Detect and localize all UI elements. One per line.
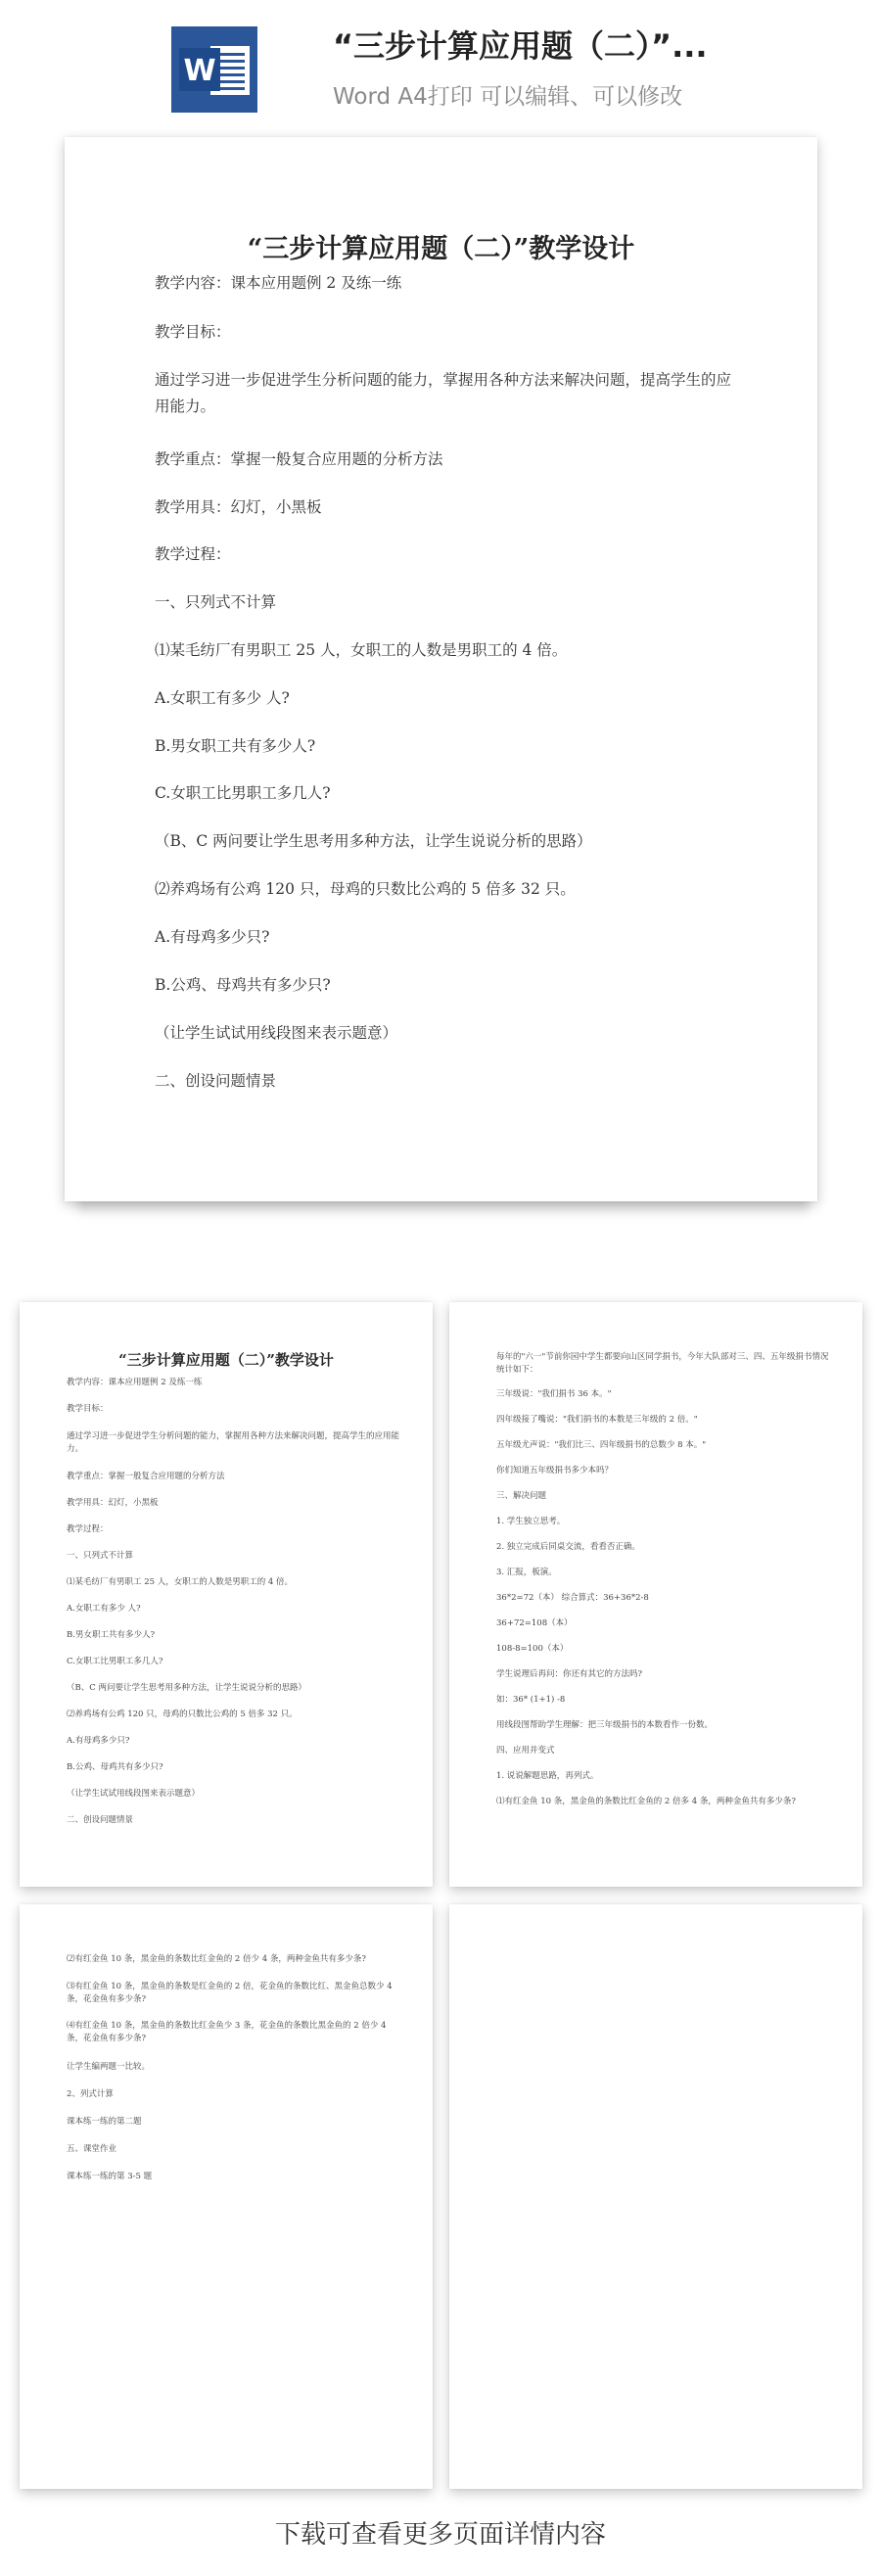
thumbnail-line: B.公鸡、母鸡共有多少只? <box>67 1762 163 1772</box>
document-title: “三步计算应用题（二）”教学设计 <box>247 234 635 264</box>
thumbnail-line: 如：36* (1+1) -8 <box>496 1695 566 1705</box>
paragraph: 一、只列式不计算 <box>155 593 277 611</box>
thumbnail-line: A.有母鸡多少只? <box>67 1736 130 1746</box>
thumbnail-line: 1. 学生独立思考。 <box>496 1517 566 1526</box>
paragraph: C.女职工比男职工多几人? <box>155 784 331 802</box>
thumbnail-line: 一、只列式不计算 <box>67 1551 134 1561</box>
thumbnail-line: 让学生编两题一比较。 <box>67 2062 151 2072</box>
thumbnail-title: “三步计算应用题（二）”教学设计 <box>118 1351 334 1369</box>
thumbnail-line: 四年级接了嘴说："我们捐书的本数是三年级的 2 倍。" <box>496 1415 698 1425</box>
thumbnail-line: B.男女职工共有多少人? <box>67 1630 156 1640</box>
thumbnail-line: ⑵养鸡场有公鸡 120 只，母鸡的只数比公鸡的 5 倍多 32 只。 <box>67 1710 298 1719</box>
thumbnail-line: 你们知道五年级捐书多少本吗？ <box>496 1466 614 1475</box>
download-more-link[interactable]: 下载可查看更多页面详情内容 <box>274 2520 606 2550</box>
thumbnail-line: 3. 汇报，板演。 <box>496 1568 557 1577</box>
thumbnail-line: 课本练一练的第二题 <box>67 2117 142 2127</box>
thumbnail-line: 三年级说："我们捐书 36 本。" <box>496 1389 612 1399</box>
thumbnail-line: 2、列式计算 <box>67 2089 114 2099</box>
thumbnail-line: 用线段图帮助学生理解：把三年级捐书的本数看作一份数。 <box>496 1720 714 1730</box>
thumbnail-line: 每年的"六一"节前你园中学生都要向山区同学捐书，今年大队部对三、四、五年级捐书情况统计如下： <box>496 1352 829 1375</box>
thumbnail-line: 36*2=72（本） 综合算式：36+36*2-8 <box>496 1593 649 1603</box>
paragraph: ⑴某毛纺厂有男职工 25 人，女职工的人数是男职工的 4 倍。 <box>155 641 568 659</box>
header <box>0 0 881 127</box>
thumbnail-line: C.女职工比男职工多几人? <box>67 1657 163 1666</box>
thumbnail-line: ⑷有红金鱼 10 条，黑金鱼的条数比红金鱼少 3 条，花金鱼的条数比黑金鱼的 2 倍少 4 条，花金鱼有多少条? <box>67 2021 387 2043</box>
thumbnail-line: ⑵有红金鱼 10 条，黑金鱼的条数比红金鱼的 2 倍少 4 条，两种金鱼共有多少条? <box>67 1954 366 1964</box>
thumbnail-line: 五年级尤声说："我们比三、四年级捐书的总数少 8 本。" <box>496 1440 707 1450</box>
thumbnail-page-4[interactable] <box>449 1904 862 2489</box>
thumbnail-line: 108-8=100（本） <box>496 1644 569 1654</box>
paragraph: B.公鸡、母鸡共有多少只? <box>155 976 331 994</box>
thumbnail-line: 36+72=108（本） <box>496 1618 573 1628</box>
thumbnail-line: ⑴有红金鱼 10 条，黑金鱼的条数比红金鱼的 2 倍多 4 条，两种金鱼共有多少条? <box>496 1797 796 1806</box>
thumbnail-line: 学生说理后再问：你还有其它的方法吗? <box>496 1669 643 1679</box>
thumbnail-line: A.女职工有多少 人? <box>67 1604 141 1614</box>
thumbnail-line: ⑶有红金鱼 10 条，黑金鱼的条数是红金鱼的 2 倍，花金鱼的条数比红、黑金鱼总数少 4 条，花金鱼有多少条? <box>67 1982 393 2004</box>
thumbnail-line: （让学生试试用线段图来表示题意） <box>67 1789 201 1799</box>
thumbnail-line: 教学用具：幻灯，小黑板 <box>67 1498 159 1508</box>
paragraph: （让学生试试用线段图来表示题意） <box>155 1024 398 1042</box>
paragraph: 教学用具：幻灯，小黑板 <box>155 498 322 516</box>
paragraph: 教学过程： <box>155 545 231 563</box>
thumbnail-line: 二、创设问题情景 <box>67 1815 134 1825</box>
paragraph: A.女职工有多少 人? <box>155 689 290 707</box>
thumbnail-line: 教学重点：掌握一般复合应用题的分析方法 <box>67 1472 225 1481</box>
paragraph: 教学内容：课本应用题例 2 及练一练 <box>155 274 402 292</box>
thumbnail-line: 教学目标： <box>67 1404 109 1414</box>
thumbnail-line: 教学过程： <box>67 1524 109 1534</box>
thumbnail-page-1[interactable] <box>20 1302 433 1887</box>
paragraph: 教学目标： <box>155 323 231 341</box>
paragraph: 教学重点：掌握一般复合应用题的分析方法 <box>155 450 443 468</box>
thumbnail-line: 教学内容：课本应用题例 2 及练一练 <box>67 1378 203 1387</box>
paragraph: 通过学习进一步促进学生分析问题的能力，掌握用各种方法来解决问题，提高学生的应用能力。 <box>155 371 732 415</box>
word-file-icon <box>171 26 257 113</box>
thumbnail-line: 通过学习进一步促进学生分析问题的能力，掌握用各种方法来解决问题，提高学生的应用能力。 <box>67 1431 400 1454</box>
paragraph: B.男女职工共有多少人? <box>155 737 316 755</box>
thumbnail-line: 1. 说说解题思路，再列式。 <box>496 1771 599 1781</box>
thumbnail-line: 四、应用并变式 <box>496 1746 555 1756</box>
header-title: “三步计算应用题（二）”... <box>333 27 708 65</box>
thumbnail-page-3[interactable] <box>20 1904 433 2489</box>
thumbnail-line: 课本练一练的第 3-5 题 <box>67 2172 153 2181</box>
thumbnail-line: 2. 独立完成后同桌交流，看看否正确。 <box>496 1542 640 1552</box>
svg-text:W: W <box>183 54 216 88</box>
thumbnail-line: 五、课堂作业 <box>67 2144 117 2154</box>
thumbnail-line: ⑴某毛纺厂有男职工 25 人，女职工的人数是男职工的 4 倍。 <box>67 1577 294 1587</box>
thumbnail-line: 三、解决问题 <box>496 1491 547 1501</box>
thumbnail-line: （B、C 两问要让学生思考用多种方法，让学生说说分析的思路） <box>67 1683 306 1693</box>
paragraph: A.有母鸡多少只? <box>155 928 270 946</box>
paragraph: ⑵养鸡场有公鸡 120 只，母鸡的只数比公鸡的 5 倍多 32 只。 <box>155 880 576 898</box>
document-page-1 <box>65 137 817 1201</box>
header-subtitle: Word A4打印 可以编辑、可以修改 <box>333 84 683 110</box>
thumbnail-page-2[interactable] <box>449 1302 862 1887</box>
paragraph: 二、创设问题情景 <box>155 1072 277 1090</box>
paragraph: （B、C 两问要让学生思考用多种方法，让学生说说分析的思路） <box>155 832 592 850</box>
